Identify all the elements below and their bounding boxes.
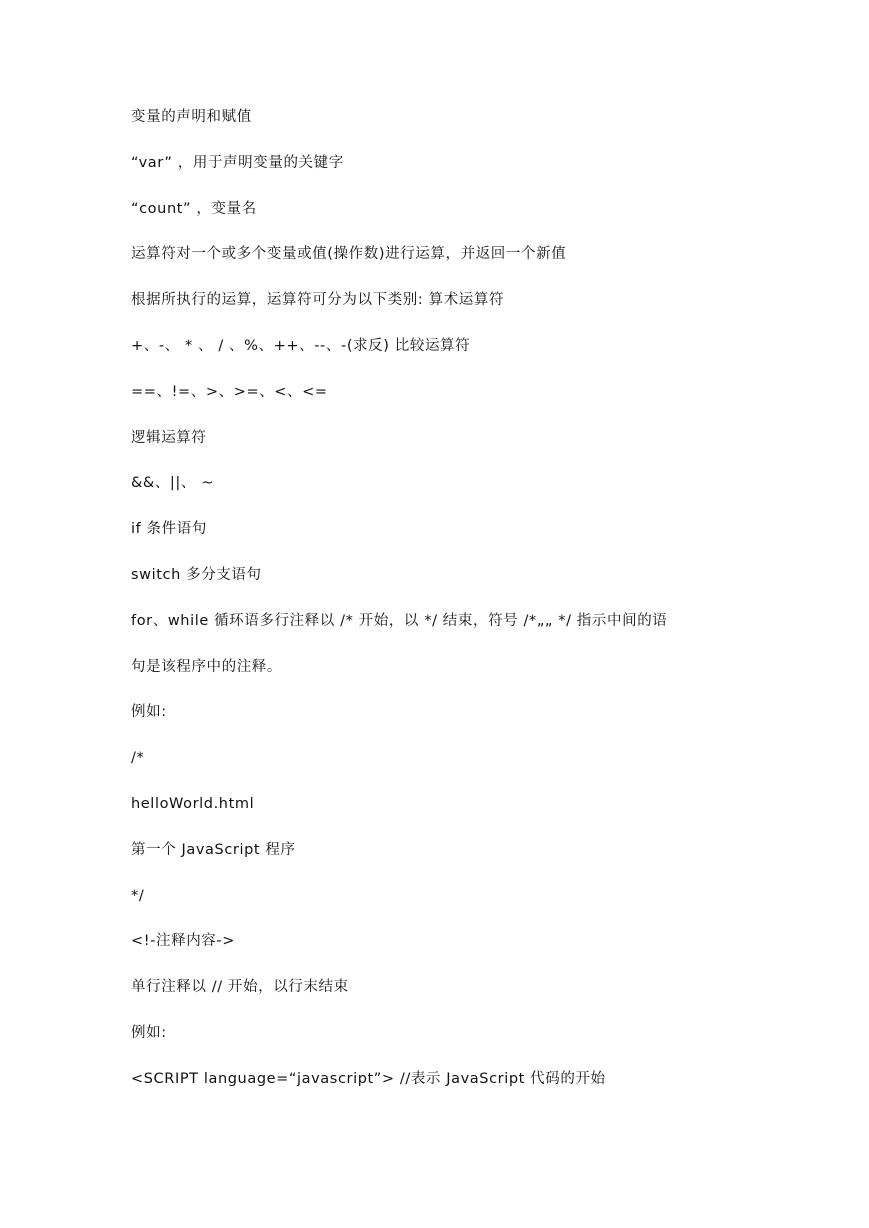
text-line: “count” ，变量名 xyxy=(131,200,257,217)
text-line: ==、!=、>、>=、<、<= xyxy=(131,383,328,400)
text-line: 第一个 JavaScript 程序 xyxy=(131,841,296,858)
text-line: <!-注释内容-> xyxy=(131,933,235,950)
text-line: <SCRIPT language=“javascript”> //表示 JavaScript 代码的开始 xyxy=(131,1070,606,1087)
text-line: switch 多分支语句 xyxy=(131,566,262,583)
text-line: for、while 循环语多行注释以 /* 开始，以 */ 结束，符号 /*„„ */ 指示中间的语 xyxy=(131,612,668,629)
document-body xyxy=(131,106,771,1114)
text-line: 变量的声明和赋值 xyxy=(131,109,252,125)
text-line: /* xyxy=(131,750,145,767)
text-line: 例如: xyxy=(131,1024,167,1041)
text-line: 运算符对一个或多个变量或值(操作数)进行运算，并返回一个新值 xyxy=(131,246,567,263)
text-line: 单行注释以 // 开始，以行末结束 xyxy=(131,979,349,996)
text-line: if 条件语句 xyxy=(131,521,207,538)
text-line: helloWorld.html xyxy=(131,795,255,812)
text-line: 句是该程序中的注释。 xyxy=(131,658,282,675)
text-line: +、-、 * 、 / 、%、++、--、-(求反) 比较运算符 xyxy=(131,337,471,354)
text-line: &&、||、 ~ xyxy=(131,475,214,492)
text-line: “var” ，用于声明变量的关键字 xyxy=(131,154,344,171)
text-line: */ xyxy=(131,887,145,904)
text-line: 根据所执行的运算，运算符可分为以下类别: 算术运算符 xyxy=(131,292,505,309)
text-line: 例如: xyxy=(131,704,167,721)
text-line: 逻辑运算符 xyxy=(131,429,207,446)
